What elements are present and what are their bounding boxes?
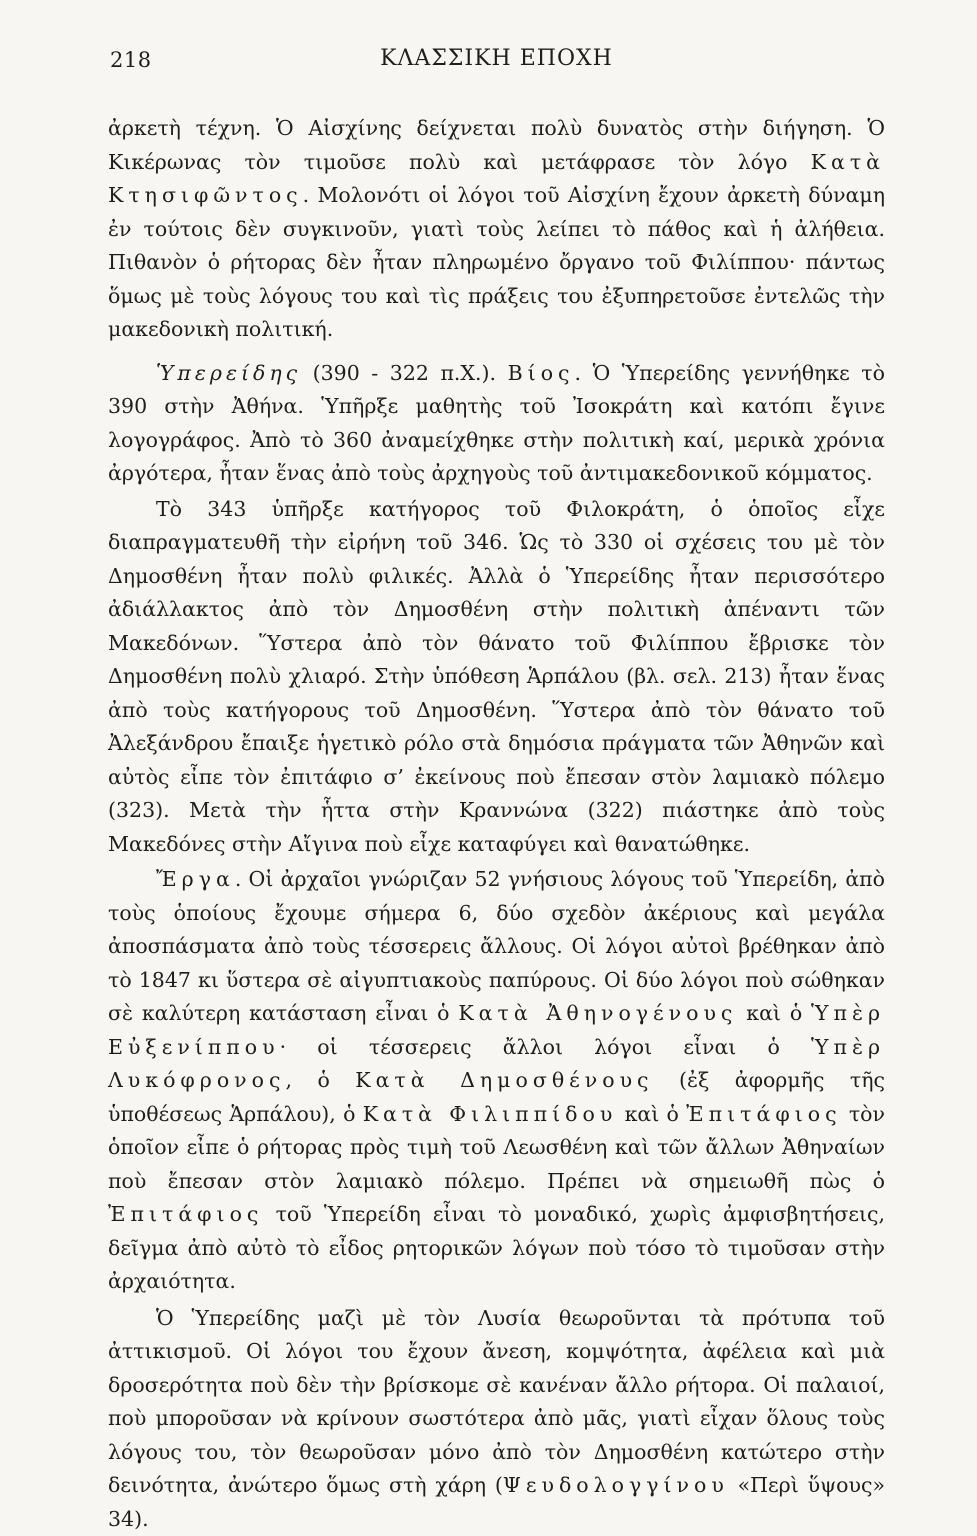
dates: (390 - 322 π.Χ.). xyxy=(301,361,507,385)
page-header xyxy=(108,38,885,82)
paragraph-aeschines-end xyxy=(108,112,885,347)
text-segment: Ὁ Ὑπερείδης μαζὶ μὲ τὸν Λυσία θεωροῦνται τὰ πρότυπα τοῦ ἀττικισμοῦ. Οἱ λόγοι του ἔχουν ἄνεση, κομψότητα, ἀφέλεια καὶ μιὰ δροσερότητα ποὺ δὲν τὴν βρίσκομε σὲ κανέναν ἄλλο ρήτορα. Οἱ παλαιοί, ποὺ μποροῦσαν νὰ κρίνουν σωστότερα ἀπὸ μᾶς, γιατὶ εἶχαν ὅλους τοὺς λόγους του, τὸν θεωροῦσαν μόνο ἀπὸ τὸν Δημοσθένη κατώτερο στὴν δεινότητα, ἀνώτερο ὅμως στὴ χάρη ( xyxy=(108,1306,885,1498)
text-segment: . Οἱ ἀρχαῖοι γνώριζαν 52 γνήσιους λόγους τοῦ Ὑπερείδη, ἀπὸ τοὺς ὁποίους ἔχουμε σήμερα 6, δύο σχεδὸν ἀκέριους καὶ μεγάλα ἀποσπάσματα ἀπὸ τοὺς τέσσερεις ἄλλους. Οἱ λόγοι αὐτοὶ βρέθηκαν ἀπὸ τὸ 1847 κι ὕστερα σὲ αἰγυπτιακοὺς παπύρους. Οἱ δύο λόγοι ποὺ σώθηκαν σὲ καλύτερη κατάσταση εἶναι ὁ xyxy=(108,867,885,1025)
text-segment: Τὸ 343 ὑπῆρξε κατήγορος τοῦ Φιλοκράτη, ὁ ὁποῖος εἶχε διαπραγματευθῆ τὴν εἰρήνη τοῦ 346. Ὡς τὸ 330 οἱ σχέσεις του μὲ τὸν Δημοσθένη ἦταν πολὺ φιλικές. Ἀλλὰ ὁ Ὑπερείδης ἦταν περισσότερο ἀδιάλλακτος ἀπὸ τὸν Δημοσθένη στὴν πολιτικὴ ἀπέναντι τῶν Μακεδόνων. Ὕστερα ἀπὸ τὸν θάνατο τοῦ Φιλίππου ἔβρισκε τὸν Δημοσθένη πολὺ χλιαρό. Στὴν ὑπόθεση Ἁρπάλου (βλ. σελ. 213) ἦταν ἕνας ἀπὸ τοὺς κατήγορους τοῦ Δημοσθένη. Ὕστερα ἀπὸ τὸν θάνατο τοῦ Ἀλεξάνδρου ἔπαιξε ἡγετικὸ ρόλο στὰ δημόσια πράγματα τῶν Ἀθηνῶν καὶ αὐτὸς εἶπε τὸν ἐπιτάφιο σ’ ἐκείνους ποὺ ἔπεσαν στὸν λαμιακὸ πόλεμο (323). Μετὰ τὴν ἧττα στὴν Κραννώνα (322) πιάστηκε ἀπὸ τοὺς Μακεδόνες στὴν Αἴγινα ποὺ εἶχε καταφύγει καὶ θανατώθηκε. xyxy=(108,497,885,856)
work-title: Ὑπὲρ Λυκόφρονος xyxy=(108,1035,885,1093)
author-name: Ψευδολογγίνου xyxy=(503,1473,729,1497)
text-segment: «Περὶ ὕψους» 34). xyxy=(108,1473,885,1531)
subheading-erga: Ἔργα xyxy=(156,867,235,891)
work-title: Κατὰ Φιλιππίδου xyxy=(363,1102,618,1126)
section-heading-hyperides: Ὑπερείδης xyxy=(156,361,301,385)
text-segment: τοῦ Ὑπερείδη εἶναι τὸ μοναδικό, χωρὶς ἀμφισβητήσεις, δεῖγμα ἀπὸ αὐτὸ τὸ εἶδος ρητορικῶν λόγων ποὺ τόσο τὸ τιμοῦσαν στὴν ἀρχαιότητα. xyxy=(108,1202,885,1293)
running-title: ΚΛΑΣΣΙΚΗ ΕΠΟΧΗ xyxy=(108,46,885,71)
work-title: Ἐπιτάφιος xyxy=(108,1202,263,1226)
paragraph-hyperides-bio xyxy=(108,357,885,491)
paragraph-style xyxy=(108,1302,885,1536)
paragraph-works xyxy=(108,863,885,1299)
text-segment: . Μολονότι οἱ λόγοι τοῦ Αἰσχίνη ἔχουν ἀρκετὴ δύναμη ἐν τούτοις δὲν συγκινοῦν, γιατὶ τοὺς λείπει τὸ πάθος καὶ ἡ ἀλήθεια. Πιθανὸν ὁ ρήτορας δὲν ἦταν πληρωμένο ὄργανο τοῦ Φιλίππου· πάντως ὅμως μὲ τοὺς λόγους του καὶ τὶς πράξεις του ἐξυπηρετοῦσε ἐντελῶς τὴν μακεδονικὴ πολιτική. xyxy=(108,183,885,341)
work-title: Κατὰ Ἀθηνογένους xyxy=(458,1001,737,1025)
text-segment: καὶ ὁ xyxy=(737,1001,811,1025)
text-segment: · οἱ τέσσερεις ἄλλοι λόγοι εἶναι ὁ xyxy=(280,1035,811,1059)
paragraph-hyperides-politics xyxy=(108,493,885,862)
work-title: Ὑπὲρ Εὐξενίππου xyxy=(108,1001,885,1059)
work-title: Κατὰ Κτησιφῶντος xyxy=(108,150,885,208)
subheading-bios: Βίος xyxy=(508,361,575,385)
work-title: Κατὰ Δημοσθένους xyxy=(355,1068,653,1092)
text-segment: ἀρκετὴ τέχνη. Ὁ Αἰσχίνης δείχνεται πολὺ δυνατὸς στὴν διήγηση. Ὁ Κικέρωνας τὸν τιμοῦσε πολὺ καὶ μετάφρασε τὸν λόγο xyxy=(108,116,885,174)
body-text xyxy=(108,112,885,1536)
work-title: Ἐπιτάφιος xyxy=(686,1102,841,1126)
text-segment: καὶ ὁ xyxy=(617,1102,686,1126)
text-segment: (ἐξ ἀφορμῆς τῆς ὑποθέσεως Ἁρπάλου), ὁ xyxy=(108,1068,885,1126)
text-segment: . Ὁ Ὑπερείδης γεννήθηκε τὸ 390 στὴν Ἀθήνα. Ὑπῆρξε μαθητὴς τοῦ Ἰσοκράτη καὶ κατόπι ἔγινε λογογράφος. Ἀπὸ τὸ 360 ἀναμείχθηκε στὴν πολιτικὴ καί, μερικὰ χρόνια ἀργότερα, ἦταν ἕνας ἀπὸ τοὺς ἀρχηγοὺς τοῦ ἀντιμακεδονικοῦ κόμματος. xyxy=(108,361,885,486)
text-segment: τὸν ὁποῖον εἶπε ὁ ρήτορας πρὸς τιμὴ τοῦ Λεωσθένη καὶ τῶν ἄλλων Ἀθηναίων ποὺ ἔπεσαν στὸν λαμιακὸ πόλεμο. Πρέπει νὰ σημειωθῆ πὼς ὁ xyxy=(108,1102,885,1193)
text-segment: , ὁ xyxy=(285,1068,355,1092)
page-number: 218 xyxy=(110,48,152,72)
